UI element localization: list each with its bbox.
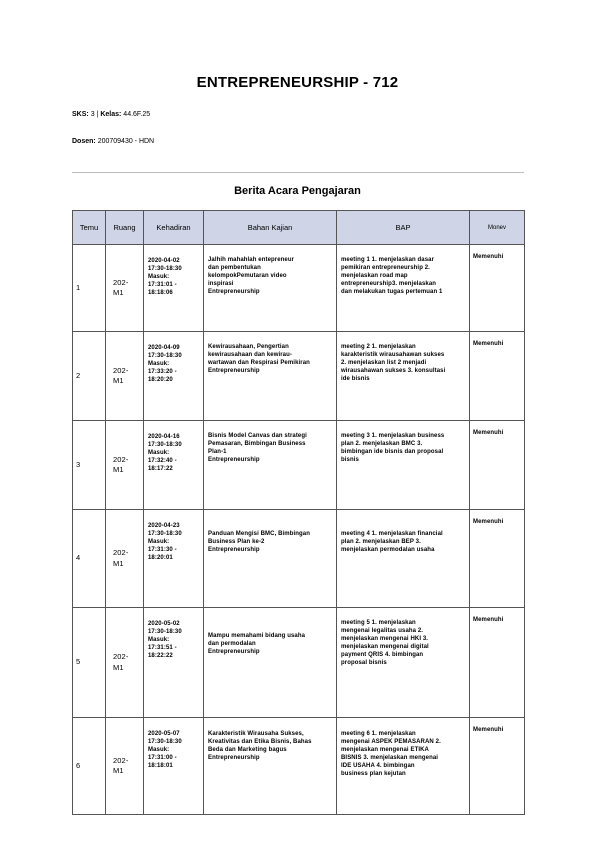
teaching-record-table [72,210,525,815]
header-bahan-kajian: Bahan Kajian [204,211,337,245]
cell-bahan-kajian [204,510,337,608]
cell-bahan-kajian [204,608,337,718]
bahan-text: Bisnis Model Canvas dan strategi Pemasaran, Bimbingan Business Plan-1 Entrepreneurship [208,433,307,464]
cell-bap [337,421,470,510]
cell-kehadiran [144,332,204,421]
cell-monev: Memenuhi [470,421,525,510]
cell-bap [337,608,470,718]
header-monev: Monev [470,211,525,245]
cell-temu: 4 [73,510,106,608]
kehadiran-text: 2020-04-16 17:30-18:30 Masuk: 17:32:40 - 18:17:22 [148,434,182,473]
cell-monev: Memenuhi [470,332,525,421]
cell-kehadiran [144,510,204,608]
bahan-text: Jalhih mahahlah entepreneur dan pembentukan kelompokPemutaran video inspirasi Entrepreneurship [208,257,295,296]
cell-bap [337,510,470,608]
bahan-text: Panduan Mengisi BMC, Bimbingan Business Plan ke-2 Entrepreneurship [208,531,311,554]
cell-bahan-kajian [204,421,337,510]
ruang-text: 202- M1 [113,652,129,672]
ruang-text: 202- M1 [113,548,129,568]
cell-kehadiran [144,608,204,718]
ruang-text: 202- M1 [113,755,129,775]
kehadiran-text: 2020-04-09 17:30-18:30 Masuk: 17:33:20 - 18:20:20 [148,345,182,384]
cell-bap [337,332,470,421]
lecturer-line [72,138,154,145]
cell-ruang [106,608,144,718]
header-kehadiran: Kehadiran [144,211,204,245]
page-title: ENTREPRENEURSHIP - 712 [196,74,399,91]
dosen-value: 200709430 - HDN [97,138,155,145]
cell-kehadiran [144,245,204,332]
cell-bap [337,245,470,332]
table-row [73,421,525,510]
cell-monev: Memenuhi [470,608,525,718]
cell-temu: 2 [73,332,106,421]
bahan-text: Kewirausahaan, Pengertian kewirausahaan dan kewirau- wartawan dan Respirasi Pemikiran Entrepreneurship [208,344,310,375]
sks-label: SKS: [72,111,89,118]
ruang-text: 202- M1 [113,454,129,474]
kehadiran-text: 2020-05-07 17:30-18:30 Masuk: 17:31:00 - 18:18:01 [148,731,182,770]
bap-text: meeting 4 1. menjelaskan financial plan 2. menjelaskan BEP 3. menjelaskan permodalan usaha [341,531,443,554]
cell-ruang [106,510,144,608]
cell-bahan-kajian [204,718,337,815]
header-bap: BAP [337,211,470,245]
cell-monev: Memenuhi [470,718,525,815]
bap-text: meeting 5 1. menjelaskan mengenai legalitas usaha 2. menjelaskan mengenai HKI 3. menjelaskan mengenai digital payment QRIS 4. bimbingan proposal bisnis [341,620,429,667]
cell-kehadiran [144,421,204,510]
divider [72,172,524,173]
bap-text: meeting 6 1. menjelaskan mengenai ASPEK PEMASARAN 2. menjelaskan mengenai ETIKA BISNIS 3. menjelaskan mengenai IDE USAHA 4. bimbingan business plan kejutan [341,731,441,778]
cell-monev: Memenuhi [470,245,525,332]
section-title: Berita Acara Pengajaran [234,185,361,197]
table-header-row [73,211,525,245]
kelas-label: Kelas: [100,111,122,118]
header-ruang: Ruang [106,211,144,245]
table-row [73,510,525,608]
cell-temu: 6 [73,718,106,815]
table-row [73,245,525,332]
bahan-text: Karakteristik Wirausaha Sukses, Kreativitas dan Etika Bisnis, Bahas Beda dan Marketing bagus Entrepreneurship [208,731,312,762]
cell-temu: 1 [73,245,106,332]
sks-value: 3 [90,111,95,118]
cell-kehadiran [144,718,204,815]
kelas-value: 44.6F.25 [123,111,151,118]
cell-monev: Memenuhi [470,510,525,608]
cell-bahan-kajian [204,245,337,332]
meta-separator: | [96,111,99,118]
header-temu: Temu [73,211,106,245]
bahan-text: Mampu memahami bidang usaha dan permodalan Entrepreneurship [208,633,306,656]
kehadiran-text: 2020-04-02 17:30-18:30 Masuk: 17:31:01 - 18:18:06 [148,258,182,297]
cell-ruang [106,332,144,421]
kehadiran-text: 2020-04-23 17:30-18:30 Masuk: 17:31:30 - 18:20:01 [148,523,182,562]
table-row [73,718,525,815]
ruang-text: 202- M1 [113,277,129,297]
cell-temu: 3 [73,421,106,510]
ruang-text: 202- M1 [113,365,129,385]
cell-bahan-kajian [204,332,337,421]
cell-ruang [106,421,144,510]
cell-bap [337,718,470,815]
bap-text: meeting 2 1. menjelaskan karakteristik wirausahawan sukses 2. menjelaskan list 2 menjadi wirausahawan sukses 3. konsultasi ide bisnis [341,344,446,383]
course-meta-line [72,111,150,118]
kehadiran-text: 2020-05-02 17:30-18:30 Masuk: 17:31:51 - 18:22:22 [148,621,182,660]
bap-text: meeting 1 1. menjelaskan dasar pemikiran entrepreneurship 2. menjelaskan road map entrepreneurship3. menjelaskan dan melakukan tugas pertemuan 1 [341,257,443,296]
bap-text: meeting 3 1. menjelaskan business plan 2. menjelaskan BMC 3. bimbingan ide bisnis dan proposal bisnis [341,433,445,464]
cell-ruang [106,718,144,815]
table-row [73,608,525,718]
table-row [73,332,525,421]
dosen-label: Dosen: [72,138,96,145]
cell-temu: 5 [73,608,106,718]
cell-ruang [106,245,144,332]
